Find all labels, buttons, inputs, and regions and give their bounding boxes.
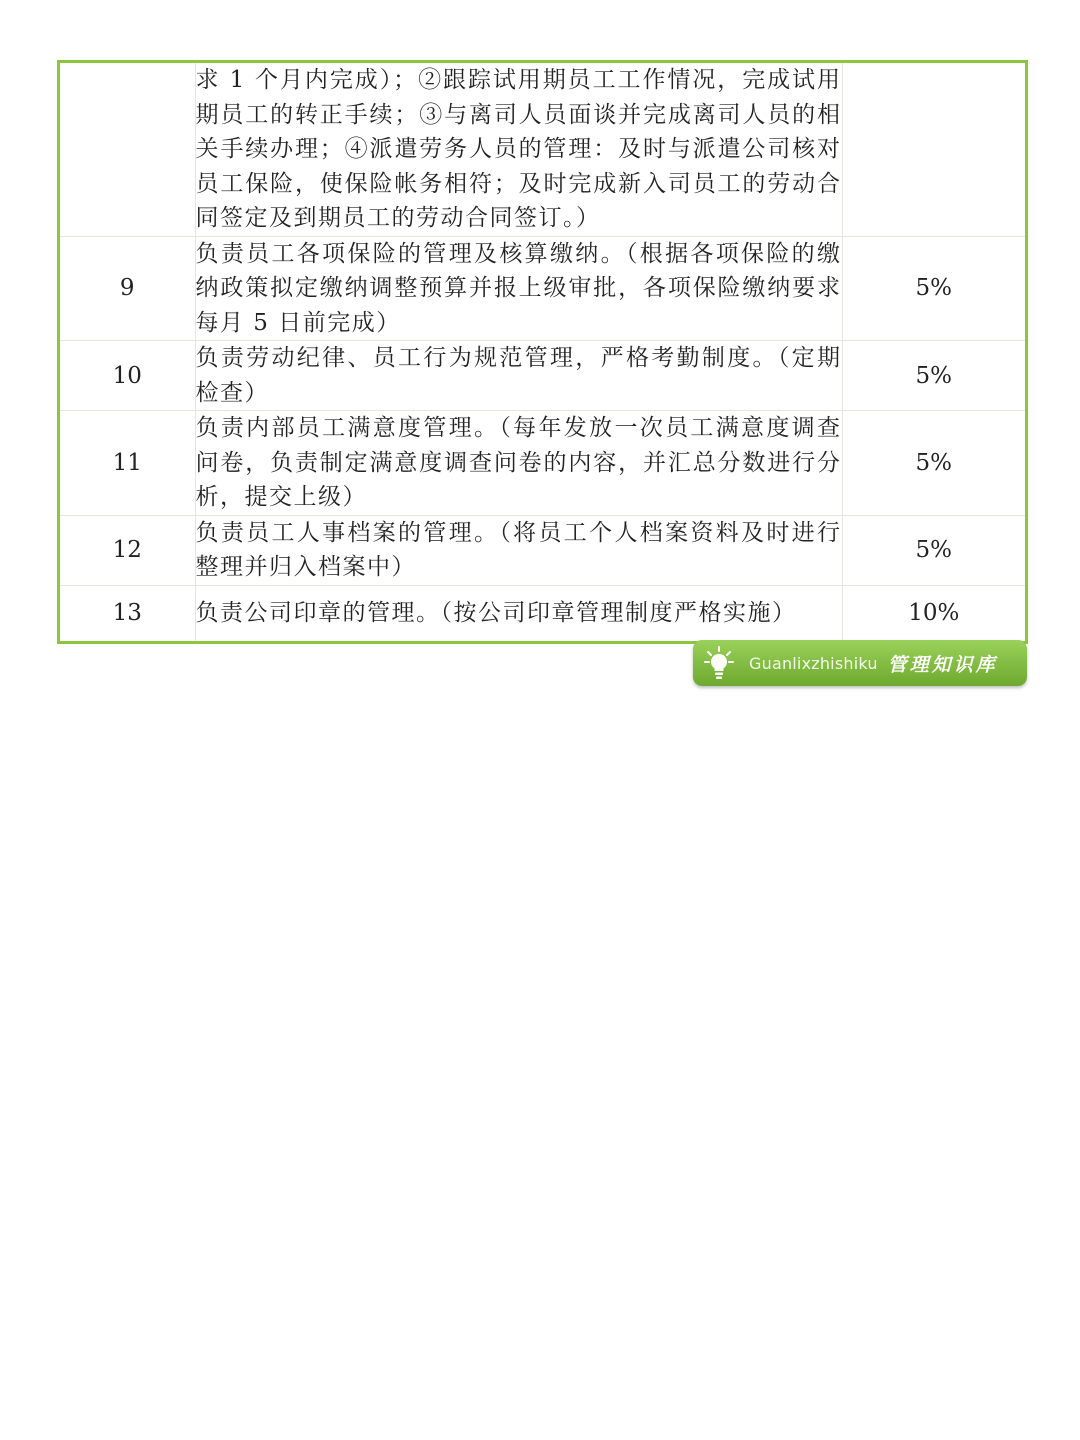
row-weight <box>842 63 1025 236</box>
table-row <box>60 515 1025 585</box>
row-description: 负责公司印章的管理。（按公司印章管理制度严格实施） <box>195 585 842 641</box>
row-weight: 5% <box>842 341 1025 411</box>
row-description: 求 1 个月内完成）；②跟踪试用期员工工作情况，完成试用期员工的转正手续；③与离司人员面谈并完成离司人员的相关手续办理；④派遣劳务人员的管理：及时与派遣公司核对员工保险，使保险帐务相符；及时完成新入司员工的劳动合同签定及到期员工的劳动合同签订。） <box>195 63 842 236</box>
row-number: 12 <box>60 515 195 585</box>
row-description: 负责员工人事档案的管理。（将员工个人档案资料及时进行整理并归入档案中） <box>195 515 842 585</box>
row-weight: 5% <box>842 236 1025 341</box>
duty-table-frame <box>57 60 1028 644</box>
table-row <box>60 411 1025 516</box>
table-row <box>60 63 1025 236</box>
row-description: 负责劳动纪律、员工行为规范管理，严格考勤制度。（定期检查） <box>195 341 842 411</box>
duty-table <box>60 63 1025 641</box>
row-number: 9 <box>60 236 195 341</box>
row-weight: 5% <box>842 411 1025 516</box>
brand-name-en: Guanlixzhishiku <box>749 653 878 673</box>
row-weight: 5% <box>842 515 1025 585</box>
row-number: 11 <box>60 411 195 516</box>
row-weight: 10% <box>842 585 1025 641</box>
row-description: 负责内部员工满意度管理。（每年发放一次员工满意度调查问卷，负责制定满意度调查问卷的内容，并汇总分数进行分析，提交上级） <box>195 411 842 516</box>
table-row <box>60 341 1025 411</box>
brand-badge <box>693 640 1027 686</box>
table-row <box>60 236 1025 341</box>
lightbulb-icon <box>703 645 735 681</box>
row-description: 负责员工各项保险的管理及核算缴纳。（根据各项保险的缴纳政策拟定缴纳调整预算并报上级审批，各项保险缴纳要求每月 5 日前完成） <box>195 236 842 341</box>
row-number: 13 <box>60 585 195 641</box>
brand-name-cn: 管理知识库 <box>887 653 998 676</box>
row-number: 10 <box>60 341 195 411</box>
table-row <box>60 585 1025 641</box>
row-number <box>60 63 195 236</box>
